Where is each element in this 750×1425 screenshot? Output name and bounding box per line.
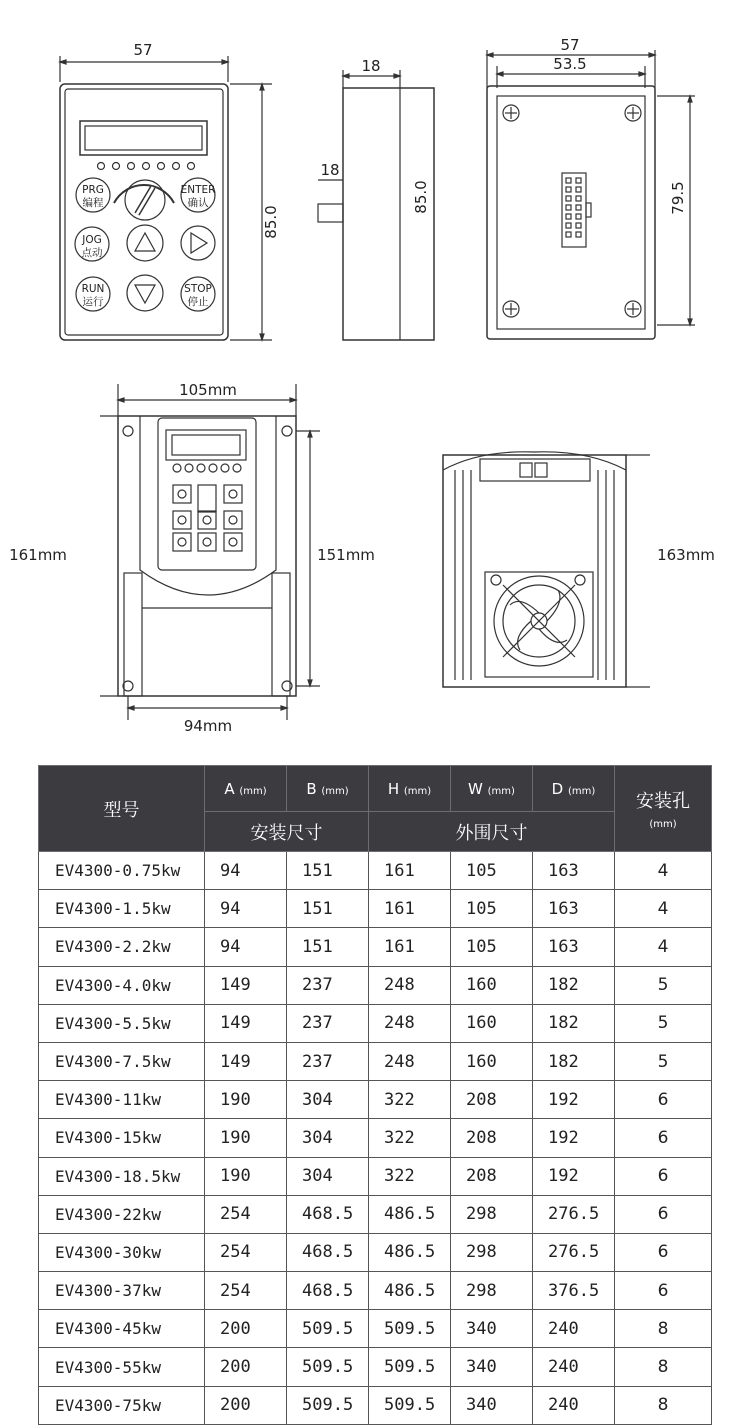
cell-model: EV4300-11kw: [39, 1081, 205, 1119]
cell-hole: 8: [615, 1310, 712, 1348]
cell-model: EV4300-1.5kw: [39, 890, 205, 928]
table-row: [39, 1195, 712, 1233]
cell-w: 105: [451, 852, 533, 890]
header-hole: 安装孔 (mm): [615, 766, 712, 852]
cell-w: 340: [451, 1386, 533, 1424]
cell-model: EV4300-22kw: [39, 1195, 205, 1233]
table-row: [39, 1157, 712, 1195]
cell-b: 468.5: [287, 1233, 369, 1271]
cell-model: EV4300-2.2kw: [39, 928, 205, 966]
prg-key-label: PRG: [82, 184, 104, 196]
cell-a: 254: [205, 1195, 287, 1233]
cell-d: 163: [533, 928, 615, 966]
inverter-front-view: [9, 381, 375, 735]
cell-w: 340: [451, 1348, 533, 1386]
cell-hole: 6: [615, 1119, 712, 1157]
table-row: [39, 1081, 712, 1119]
cell-model: EV4300-5.5kw: [39, 1004, 205, 1042]
screw-icon: [625, 301, 641, 317]
cell-w: 160: [451, 966, 533, 1004]
cell-h: 322: [369, 1081, 451, 1119]
cell-hole: 4: [615, 852, 712, 890]
fan-icon: [485, 572, 593, 677]
cell-hole: 6: [615, 1233, 712, 1271]
cell-hole: 6: [615, 1157, 712, 1195]
table-row: [39, 928, 712, 966]
cell-w: 298: [451, 1195, 533, 1233]
cell-a: 94: [205, 852, 287, 890]
cell-w: 298: [451, 1272, 533, 1310]
cell-w: 208: [451, 1157, 533, 1195]
table-row: [39, 966, 712, 1004]
cell-d: 276.5: [533, 1195, 615, 1233]
cell-model: EV4300-15kw: [39, 1119, 205, 1157]
cell-hole: 6: [615, 1272, 712, 1310]
spec-table: [38, 765, 712, 1425]
cell-h: 486.5: [369, 1233, 451, 1271]
enter-key-label: ENTER: [180, 184, 216, 196]
cell-hole: 5: [615, 966, 712, 1004]
cell-a: 190: [205, 1081, 287, 1119]
cell-w: 105: [451, 890, 533, 928]
cell-d: 182: [533, 1004, 615, 1042]
cell-model: EV4300-18.5kw: [39, 1157, 205, 1195]
header-mount-group: 安装尺寸: [205, 812, 369, 852]
back-inner-width-label: 53.5: [553, 55, 587, 73]
cell-model: EV4300-45kw: [39, 1310, 205, 1348]
cell-hole: 6: [615, 1195, 712, 1233]
cell-b: 509.5: [287, 1386, 369, 1424]
cell-w: 208: [451, 1081, 533, 1119]
cell-d: 182: [533, 1042, 615, 1080]
cell-w: 340: [451, 1310, 533, 1348]
cell-hole: 6: [615, 1081, 712, 1119]
table-row: [39, 1119, 712, 1157]
cell-model: EV4300-7.5kw: [39, 1042, 205, 1080]
cell-a: 190: [205, 1119, 287, 1157]
cell-h: 486.5: [369, 1195, 451, 1233]
cell-d: 163: [533, 890, 615, 928]
cell-a: 200: [205, 1348, 287, 1386]
prg-key-cn: 编程: [82, 197, 104, 209]
table-row: [39, 1233, 712, 1271]
cell-w: 105: [451, 928, 533, 966]
cell-a: 200: [205, 1386, 287, 1424]
cell-hole: 5: [615, 1004, 712, 1042]
inverter-width-label: 105mm: [179, 381, 237, 399]
cell-model: EV4300-0.75kw: [39, 852, 205, 890]
cell-a: 149: [205, 1004, 287, 1042]
cell-h: 509.5: [369, 1310, 451, 1348]
header-outer-group: 外围尺寸: [369, 812, 615, 852]
run-key-cn: 运行: [82, 296, 104, 308]
cell-model: EV4300-37kw: [39, 1272, 205, 1310]
table-row: [39, 1004, 712, 1042]
pin-connector-icon: [562, 173, 591, 247]
cell-h: 322: [369, 1157, 451, 1195]
screw-icon: [503, 105, 519, 121]
enter-key-cn: 确认: [187, 197, 209, 209]
run-key-label: RUN: [81, 283, 105, 295]
cell-a: 94: [205, 890, 287, 928]
table-row: [39, 852, 712, 890]
back-height-label: 79.5: [669, 181, 687, 215]
header-d: D (mm): [533, 766, 615, 812]
cell-hole: 4: [615, 928, 712, 966]
inverter-side-view: [443, 452, 715, 687]
cell-w: 298: [451, 1233, 533, 1271]
cell-h: 161: [369, 852, 451, 890]
indicator-leds: [98, 163, 195, 170]
cell-b: 237: [287, 1004, 369, 1042]
mount-width-label: 94mm: [183, 717, 233, 735]
cell-b: 151: [287, 928, 369, 966]
inverter-height-label: 161mm: [9, 546, 67, 564]
up-key: [127, 225, 163, 261]
cell-b: 151: [287, 852, 369, 890]
cell-h: 248: [369, 1042, 451, 1080]
cell-b: 509.5: [287, 1310, 369, 1348]
mount-height-label: 151mm: [317, 546, 375, 564]
cell-model: EV4300-75kw: [39, 1386, 205, 1424]
cell-h: 322: [369, 1119, 451, 1157]
cell-hole: 5: [615, 1042, 712, 1080]
cell-a: 94: [205, 928, 287, 966]
keypad-height-label: 85.0: [262, 205, 280, 239]
cell-w: 160: [451, 1004, 533, 1042]
cell-hole: 4: [615, 890, 712, 928]
stop-key-label: STOP: [184, 283, 212, 295]
keypad-back-view: [487, 36, 695, 339]
cell-b: 304: [287, 1157, 369, 1195]
side-height-label: 85.0: [412, 180, 430, 214]
cell-model: EV4300-4.0kw: [39, 966, 205, 1004]
inverter-depth-label: 163mm: [657, 546, 715, 564]
down-key: [127, 275, 163, 311]
header-b: B (mm): [287, 766, 369, 812]
connector-plug: [318, 204, 343, 222]
table-row: [39, 890, 712, 928]
cell-d: 182: [533, 966, 615, 1004]
cell-a: 190: [205, 1157, 287, 1195]
cell-h: 509.5: [369, 1348, 451, 1386]
back-width-label: 57: [560, 36, 580, 54]
plug-length-label: 18: [320, 161, 340, 179]
keypad-front-view: [60, 41, 280, 340]
cell-hole: 8: [615, 1348, 712, 1386]
cell-w: 160: [451, 1042, 533, 1080]
cell-b: 151: [287, 890, 369, 928]
header-a: A (mm): [205, 766, 287, 812]
table-row: [39, 1310, 712, 1348]
cell-a: 254: [205, 1233, 287, 1271]
cell-d: 163: [533, 852, 615, 890]
screw-icon: [625, 105, 641, 121]
table-row: [39, 1272, 712, 1310]
screw-icon: [503, 301, 519, 317]
cell-b: 304: [287, 1081, 369, 1119]
cell-a: 200: [205, 1310, 287, 1348]
header-w: W (mm): [451, 766, 533, 812]
cell-h: 486.5: [369, 1272, 451, 1310]
cell-d: 192: [533, 1119, 615, 1157]
table-row: [39, 1042, 712, 1080]
cell-d: 240: [533, 1310, 615, 1348]
cell-d: 240: [533, 1348, 615, 1386]
cell-h: 161: [369, 928, 451, 966]
cell-h: 248: [369, 1004, 451, 1042]
keypad-side-view: [318, 57, 434, 340]
cell-d: 192: [533, 1157, 615, 1195]
cell-b: 468.5: [287, 1272, 369, 1310]
cell-b: 509.5: [287, 1348, 369, 1386]
header-h: H (mm): [369, 766, 451, 812]
cell-d: 240: [533, 1386, 615, 1424]
jog-key-cn: 点动: [81, 247, 103, 259]
keypad-width-label: 57: [133, 41, 153, 59]
table-row: [39, 1348, 712, 1386]
cell-a: 149: [205, 966, 287, 1004]
table-row: [39, 1386, 712, 1424]
header-model: 型号: [39, 766, 205, 852]
cell-d: 276.5: [533, 1233, 615, 1271]
jog-key-label: JOG: [82, 234, 102, 246]
cell-b: 304: [287, 1119, 369, 1157]
cell-w: 208: [451, 1119, 533, 1157]
cell-model: EV4300-30kw: [39, 1233, 205, 1271]
cell-h: 509.5: [369, 1386, 451, 1424]
cell-b: 237: [287, 966, 369, 1004]
stop-key-cn: 停止: [187, 296, 209, 308]
cell-b: 237: [287, 1042, 369, 1080]
keypad-depth-label: 18: [361, 57, 381, 75]
cell-a: 149: [205, 1042, 287, 1080]
cell-h: 248: [369, 966, 451, 1004]
cell-d: 376.5: [533, 1272, 615, 1310]
cell-b: 468.5: [287, 1195, 369, 1233]
cell-hole: 8: [615, 1386, 712, 1424]
right-key: [181, 226, 215, 260]
cell-model: EV4300-55kw: [39, 1348, 205, 1386]
cell-h: 161: [369, 890, 451, 928]
cell-d: 192: [533, 1081, 615, 1119]
cell-a: 254: [205, 1272, 287, 1310]
